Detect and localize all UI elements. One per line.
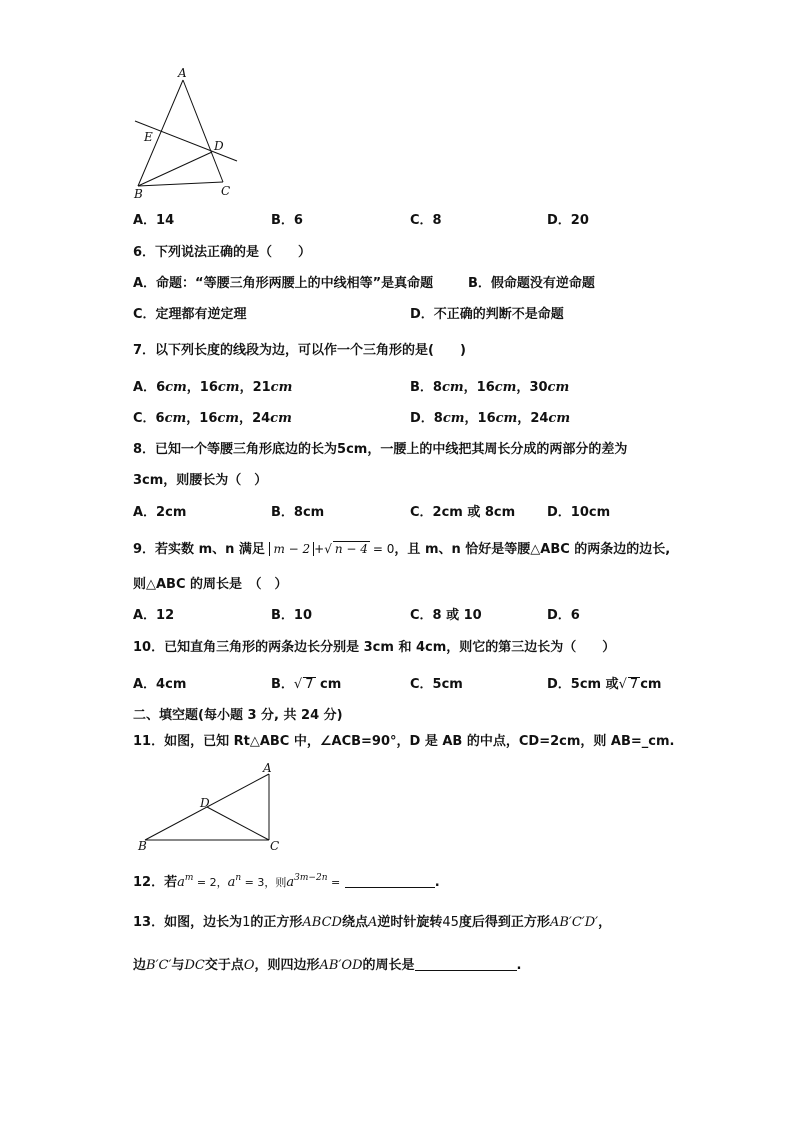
q7c-n3: 24 <box>252 411 271 426</box>
q7b-n1: 8 <box>432 380 442 395</box>
q5-option-a[interactable]: A．14 <box>133 213 175 228</box>
q7-stem: 7．以下列长度的线段为边，可以作一个三角形的是( ) <box>133 343 466 358</box>
q7a-prefix: A． <box>133 380 157 395</box>
q7d-n3: 24 <box>530 411 549 426</box>
q13-stem-line1 <box>133 914 611 932</box>
q13-one: 1 <box>242 915 251 930</box>
q7d-unit2: cm <box>495 411 518 426</box>
q13-l1-b: 绕点 <box>341 915 368 930</box>
q9-option-c[interactable]: C．8 或 10 <box>410 608 482 623</box>
q13-dc: DC <box>184 958 205 973</box>
q7c-n2: 16 <box>199 411 218 426</box>
q7a-sep1: ， <box>186 380 200 395</box>
q7b-sep2: ， <box>516 380 530 395</box>
figure-triangle-abc-ed <box>128 64 248 204</box>
q13-l2-pre: 边 <box>133 958 147 973</box>
q13-l1-d: 度后得到正方形 <box>458 915 550 930</box>
q12-stem <box>133 873 440 892</box>
q9-stem-line1 <box>133 540 670 559</box>
q7d-unit3: cm <box>548 411 571 426</box>
q8-option-b[interactable]: B．8cm <box>271 505 325 520</box>
q7d-n1: 8 <box>433 411 443 426</box>
q12-sup1: m <box>184 873 194 883</box>
q7c-unit1: cm <box>164 411 187 426</box>
q12-end: . <box>434 875 440 890</box>
q10-stem: 10．已知直角三角形的两条边长分别是 3cm 和 4cm，则它的第三边长为（ ） <box>133 640 616 655</box>
q10b-radicand: 7 <box>305 677 314 692</box>
figure2-label-c: C <box>270 839 280 853</box>
q5-option-c[interactable]: C．8 <box>410 213 442 228</box>
q7-option-c[interactable] <box>133 410 292 428</box>
q7b-unit2: cm <box>494 380 517 395</box>
q9-option-a[interactable]: A．12 <box>133 608 175 623</box>
q7b-unit3: cm <box>547 380 570 395</box>
q9-option-b[interactable]: B．10 <box>271 608 312 623</box>
q13-point-a: A <box>367 915 378 930</box>
q7c-sep2: ， <box>239 411 253 426</box>
q10-option-d[interactable] <box>547 676 661 694</box>
q9-pre: 9．若实数 m、n 满足 <box>133 542 265 557</box>
figure1-label-a: A <box>178 66 187 80</box>
q13-bc: B′C′ <box>146 958 172 973</box>
q13-stem-line2 <box>133 956 521 975</box>
q13-l2-b: 交于点 <box>204 958 244 973</box>
q7c-prefix: C． <box>133 411 156 426</box>
q12-sup2: n <box>235 873 242 883</box>
q7a-unit3: cm <box>270 380 293 395</box>
q9-abs-term: m − 2 <box>269 542 314 556</box>
q10d-sqrt-sign: √ <box>618 677 627 692</box>
q6-option-a[interactable]: A．命题：“等腰三角形两腰上的中线相等”是真命题 <box>133 276 434 291</box>
figure1-label-b: B <box>134 187 143 201</box>
q11-stem: 11．如图，已知 Rt△ABC 中，∠ACB=90°，D 是 AB 的中点，CD=2cm，则 AB=_cm. <box>133 734 675 749</box>
figure1-label-c: C <box>221 184 231 198</box>
q7c-sep1: ， <box>186 411 200 426</box>
q7-option-d[interactable] <box>410 410 570 428</box>
q9-option-d[interactable]: D．6 <box>547 608 580 623</box>
q9-plus: + <box>314 542 325 556</box>
q7d-unit1: cm <box>442 411 465 426</box>
q13-l2-a: 与 <box>171 958 185 973</box>
q7d-n2: 16 <box>477 411 496 426</box>
q7c-unit3: cm <box>270 411 292 426</box>
q12-a1: a <box>177 875 185 890</box>
q9-stem-line2: 则△ABC 的周长是 （ ） <box>133 577 288 592</box>
q7a-n3: 21 <box>252 380 271 395</box>
q12-pre: 12．若 <box>133 875 178 890</box>
q13-deg: 45 <box>442 915 459 930</box>
q12-sup3: 3m−2n <box>294 873 328 883</box>
q10-option-a[interactable]: A．4cm <box>133 677 187 692</box>
q10d-radicand: 7 <box>629 677 639 692</box>
q13-answer-blank[interactable] <box>415 956 517 971</box>
q10d-unit: cm <box>640 677 662 692</box>
q7a-sep2: ， <box>239 380 253 395</box>
q7b-prefix: B． <box>410 380 433 395</box>
q12-eq1: = 2， <box>193 876 228 889</box>
q10b-prefix: B． <box>271 677 294 692</box>
q13-l1-a: 的正方形 <box>250 915 303 930</box>
figure2-label-a: A <box>263 761 272 775</box>
q10d-prefix: D．5cm 或 <box>547 677 619 692</box>
figure-right-triangle-abc <box>133 760 283 855</box>
q8-stem-line1: 8．已知一个等腰三角形底边的长为5cm，一腰上的中线把其周长分成的两部分的差为 <box>133 442 628 457</box>
q7b-unit1: cm <box>441 380 464 395</box>
q10-option-c[interactable]: C．5cm <box>410 677 463 692</box>
q10b-unit: cm <box>320 677 342 692</box>
q8-option-d[interactable]: D．10cm <box>547 505 611 520</box>
q12-a3: a <box>286 875 295 890</box>
q7b-n3: 30 <box>529 380 548 395</box>
q13-quad: AB′OD <box>319 958 363 973</box>
figure1-label-d: D <box>214 139 224 153</box>
q7d-sep1: ， <box>464 411 478 426</box>
q13-l2-c: ，则四边形 <box>254 958 320 973</box>
q9-equation <box>269 542 394 556</box>
q13-o: O <box>243 958 255 973</box>
q13-abcd: ABCD <box>302 915 342 930</box>
q12-answer-blank[interactable] <box>345 873 435 888</box>
q10b-sqrt-sign: √ <box>293 677 303 692</box>
q6-option-b[interactable]: B．假命题没有逆命题 <box>468 276 595 291</box>
q6-stem: 6．下列说法正确的是（ ） <box>133 245 312 260</box>
section2-title: 二、填空题(每小题 3 分, 共 24 分) <box>133 708 343 723</box>
q7c-n1: 6 <box>155 411 165 426</box>
q12-eq3: = <box>327 876 341 889</box>
q8-option-c[interactable]: C．2cm 或 8cm <box>410 505 516 520</box>
q12-eq2: = 3，则 <box>241 876 287 889</box>
q13-end: . <box>516 958 522 973</box>
q7a-unit2: cm <box>217 380 240 395</box>
q8-stem-line2: 3cm，则腰长为（ ） <box>133 473 268 488</box>
q5-option-d[interactable]: D．20 <box>547 213 589 228</box>
q7d-prefix: D． <box>410 411 434 426</box>
q9-sqrt-sign: √ <box>324 542 332 556</box>
q13-rotated-square: AB′C′D′ <box>549 915 599 930</box>
q7d-sep2: ， <box>517 411 531 426</box>
q6-option-d[interactable]: D．不正确的判断不是命题 <box>410 307 564 322</box>
q8-option-a[interactable]: A．2cm <box>133 505 187 520</box>
q7c-unit2: cm <box>217 411 240 426</box>
q12-a2: a <box>227 875 236 890</box>
q7b-sep1: ， <box>463 380 477 395</box>
q9-sqrt-term: n − 4 <box>334 542 368 556</box>
figure2-label-b: B <box>138 839 147 853</box>
q10-option-b[interactable] <box>271 676 341 694</box>
q7-option-b[interactable] <box>410 379 569 397</box>
q7a-n1: 6 <box>156 380 166 395</box>
q7a-unit1: cm <box>165 380 187 395</box>
q6-option-c[interactable]: C．定理都有逆定理 <box>133 307 247 322</box>
q7b-n2: 16 <box>476 380 495 395</box>
q13-l1-end: ， <box>598 915 612 930</box>
q9-post: ，且 m、n 恰好是等腰△ABC 的两条边的边长, <box>394 542 671 557</box>
q13-l1-c: 逆时针旋转 <box>377 915 443 930</box>
figure2-label-d: D <box>200 796 210 810</box>
q13-l1-pre: 13．如图，边长为 <box>133 915 243 930</box>
q5-option-b[interactable]: B．6 <box>271 213 303 228</box>
q7a-n2: 16 <box>199 380 218 395</box>
figure1-label-e: E <box>144 130 153 144</box>
q13-l2-d: 的周长是 <box>362 958 415 973</box>
q9-eq: = 0 <box>372 542 395 556</box>
q7-option-a[interactable] <box>133 379 292 397</box>
